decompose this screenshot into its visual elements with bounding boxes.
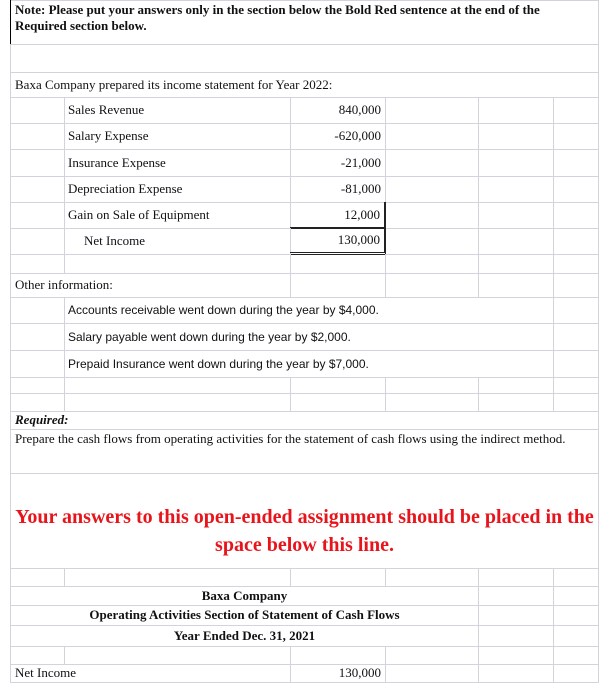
empty-cell[interactable] (385, 568, 479, 587)
income-value-text: -81,000 (340, 181, 381, 196)
answer-header-company-text: Baxa Company (201, 587, 288, 603)
empty-cell[interactable] (10, 228, 65, 255)
empty-cell[interactable] (478, 123, 554, 150)
empty-cell[interactable] (10, 97, 65, 124)
intro-cell[interactable] (10, 72, 599, 98)
income-value-text: 130,000 (337, 232, 380, 247)
income-value-text: -620,000 (334, 128, 381, 143)
empty-cell[interactable] (478, 664, 554, 683)
income-label-text: Sales Revenue (68, 102, 145, 117)
answer-header-statement-text: Operating Activities Section of Statement of Cash Flows (89, 607, 400, 622)
answer-header-period-text: Year Ended Dec. 31, 2021 (173, 627, 316, 643)
income-label-text: Gain on Sale of Equipment (68, 207, 210, 222)
income-label[interactable] (64, 97, 291, 124)
other-info-item[interactable] (64, 297, 554, 324)
empty-cell[interactable] (385, 664, 479, 683)
income-value[interactable] (290, 97, 386, 124)
empty-cell[interactable] (385, 97, 479, 124)
empty-cell[interactable] (385, 273, 479, 298)
empty-cell[interactable] (385, 123, 479, 150)
other-info-label[interactable] (10, 273, 291, 298)
answer-header-period[interactable] (10, 625, 479, 647)
empty-cell[interactable] (10, 377, 65, 394)
income-label[interactable] (64, 176, 291, 203)
empty-cell[interactable] (478, 393, 554, 412)
empty-cell[interactable] (553, 297, 599, 324)
answer-value-input[interactable] (290, 664, 386, 683)
empty-cell[interactable] (10, 646, 65, 665)
empty-row[interactable] (10, 44, 599, 73)
empty-cell[interactable] (553, 586, 599, 606)
empty-cell[interactable] (290, 377, 386, 394)
empty-cell[interactable] (64, 393, 291, 412)
empty-cell[interactable] (478, 228, 554, 255)
empty-cell[interactable] (553, 568, 599, 587)
empty-cell[interactable] (290, 568, 386, 587)
empty-cell[interactable] (553, 605, 599, 626)
income-value-text: -21,000 (340, 154, 381, 170)
empty-cell[interactable] (290, 273, 386, 298)
income-label[interactable] (64, 228, 291, 255)
income-value[interactable] (290, 149, 386, 177)
empty-cell[interactable] (290, 646, 386, 665)
empty-cell[interactable] (10, 393, 65, 412)
required-text[interactable] (10, 429, 599, 474)
empty-cell[interactable] (10, 123, 65, 150)
empty-cell[interactable] (385, 646, 479, 665)
empty-cell[interactable] (64, 254, 291, 274)
intro-cell-text: Baxa Company prepared its income statement for Year 2022: (15, 76, 333, 92)
answer-instruction[interactable] (10, 473, 599, 569)
empty-cell[interactable] (553, 97, 599, 124)
income-label-text: Salary Expense (68, 128, 149, 143)
empty-cell[interactable] (553, 123, 599, 150)
empty-cell[interactable] (10, 350, 65, 378)
other-info-item-text: Accounts receivable went down during the year by $4,000. (68, 303, 379, 317)
empty-cell[interactable] (385, 149, 479, 177)
empty-cell[interactable] (10, 568, 65, 587)
income-label[interactable] (64, 149, 291, 177)
empty-cell[interactable] (385, 176, 479, 203)
empty-cell[interactable] (553, 202, 599, 229)
empty-cell[interactable] (478, 568, 554, 587)
empty-cell[interactable] (10, 297, 65, 324)
income-label[interactable] (64, 202, 291, 229)
income-label[interactable] (64, 123, 291, 150)
empty-cell[interactable] (553, 646, 599, 665)
empty-cell[interactable] (478, 586, 554, 606)
empty-cell[interactable] (478, 273, 554, 298)
empty-cell[interactable] (10, 202, 65, 229)
empty-cell[interactable] (385, 202, 479, 229)
empty-cell[interactable] (553, 377, 599, 394)
other-info-label-text: Other information: (15, 277, 113, 292)
empty-cell[interactable] (10, 254, 65, 274)
note-cell-text: Note: Please put your answers only in the section below the Bold Red sentence at the end of the Required section below. (15, 2, 540, 33)
empty-cell[interactable] (290, 393, 386, 412)
empty-cell[interactable] (553, 323, 599, 351)
empty-cell[interactable] (553, 228, 599, 255)
empty-cell[interactable] (478, 176, 554, 203)
empty-cell[interactable] (385, 377, 479, 394)
empty-cell[interactable] (64, 377, 291, 394)
empty-cell[interactable] (553, 254, 599, 274)
empty-cell[interactable] (10, 176, 65, 203)
empty-cell[interactable] (64, 646, 291, 665)
empty-cell[interactable] (553, 149, 599, 177)
note-cell[interactable] (10, 0, 599, 45)
empty-cell[interactable] (553, 664, 599, 683)
other-info-item-text: Salary payable went down during the year by $2,000. (68, 329, 351, 344)
empty-cell[interactable] (385, 393, 479, 412)
required-text-text: Prepare the cash flows from operating activities for the statement of cash flows using the indirect method. (15, 431, 566, 446)
answer-header-statement[interactable] (10, 605, 479, 626)
empty-cell[interactable] (478, 149, 554, 177)
empty-cell[interactable] (478, 625, 554, 647)
empty-cell[interactable] (553, 625, 599, 647)
other-info-item[interactable] (64, 323, 554, 351)
required-label-text: Required: (15, 412, 69, 427)
income-label-text: Net Income (84, 233, 146, 248)
income-value-text: 12,000 (344, 206, 380, 222)
income-value[interactable] (290, 228, 386, 255)
answer-label-text: Net Income (15, 665, 77, 680)
empty-cell[interactable] (553, 273, 599, 298)
empty-cell[interactable] (385, 254, 479, 274)
empty-cell[interactable] (553, 176, 599, 203)
income-value-text: 840,000 (338, 102, 381, 117)
other-info-item[interactable] (64, 350, 554, 378)
empty-cell[interactable] (553, 350, 599, 378)
empty-cell[interactable] (10, 323, 65, 351)
answer-label[interactable] (10, 664, 291, 683)
required-label[interactable] (10, 411, 599, 430)
empty-cell[interactable] (290, 254, 386, 274)
empty-cell[interactable] (10, 149, 65, 177)
empty-cell[interactable] (64, 568, 291, 587)
income-label-text: Insurance Expense (68, 154, 166, 170)
empty-cell[interactable] (385, 228, 479, 255)
income-value[interactable] (290, 176, 386, 203)
empty-cell[interactable] (478, 202, 554, 229)
answer-value-input-text: 130,000 (338, 665, 381, 680)
empty-cell[interactable] (478, 254, 554, 274)
empty-cell[interactable] (478, 605, 554, 626)
empty-cell[interactable] (478, 646, 554, 665)
empty-cell[interactable] (553, 393, 599, 412)
answer-header-company[interactable] (10, 586, 479, 606)
answer-instruction-text: Your answers to this open-ended assignment should be placed in the space below this line. (15, 506, 594, 556)
empty-cell[interactable] (478, 377, 554, 394)
empty-cell[interactable] (478, 97, 554, 124)
income-value[interactable] (290, 123, 386, 150)
other-info-item-text: Prepaid Insurance went down during the year by $7,000. (68, 356, 369, 371)
income-label-text: Depreciation Expense (68, 181, 183, 196)
income-value[interactable] (290, 202, 386, 229)
